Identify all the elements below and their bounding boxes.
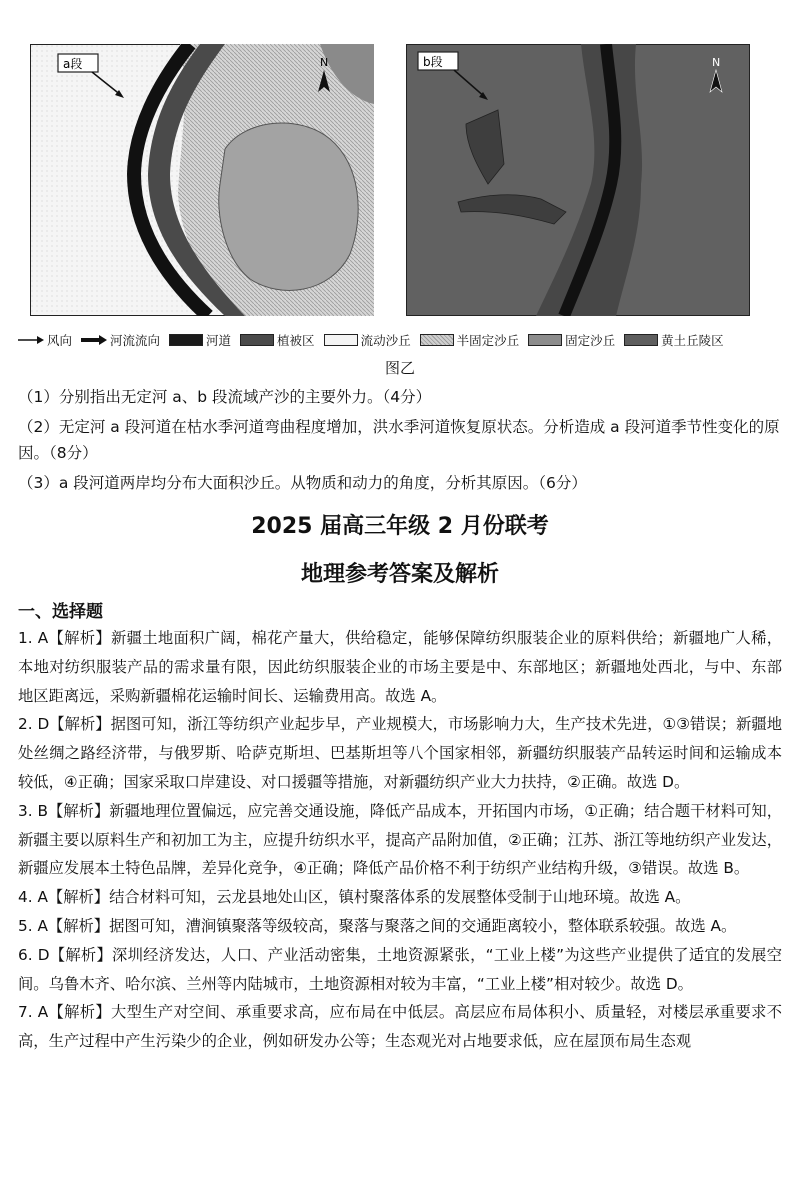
map-legend (18, 329, 758, 351)
loess-swatch (624, 334, 658, 346)
map-b-label: b段 (423, 55, 443, 69)
legend-loess: 黄土丘陵区 (624, 331, 724, 349)
wind-arrow-icon (18, 335, 44, 345)
mobile-dune-swatch (324, 334, 358, 346)
map-a (30, 44, 374, 316)
map-b (406, 44, 750, 316)
section-title: 一、选择题 (18, 602, 103, 622)
map-a-label: a段 (63, 57, 83, 71)
answer-list (18, 624, 782, 1056)
vegetation-swatch (240, 334, 274, 346)
legend-semi-fixed-dune: 半固定沙丘 (420, 331, 520, 349)
semi-fixed-dune-swatch (420, 334, 454, 346)
question-3: （3）a 段河道两岸均分布大面积沙丘。从物质和动力的角度，分析其原因。（6分） (18, 474, 587, 492)
answer-item: 4. A【解析】结合材料可知，云龙县地处山区，镇村聚落体系的发展整体受制于山地环境。故选 A。 (18, 888, 691, 907)
answer-title: 2025 届高三年级 2 月份联考 (251, 514, 549, 539)
question-2: （2）无定河 a 段河道在枯水季河道弯曲程度增加，洪水季河道恢复原状态。分析造成 a 段河道季节性变化的原因。（8分） (18, 418, 780, 462)
fixed-dune-swatch (528, 334, 562, 346)
answer-item: 1. A【解析】新疆土地面积广阔，棉花产量大，供给稳定，能够保障纺织服装企业的原料供给；新疆地广人稀，本地对纺织服装产品的需求量有限，因此纺织服装企业的市场主要是中、东部地区；新疆地处西北，与中、东部地区距离远，采购新疆棉花运输时间长、运输费用高。故选 A。 (18, 629, 782, 705)
fixed-dune-area (219, 123, 358, 290)
legend-river: 河道 (169, 331, 231, 349)
figure-maps (30, 44, 750, 316)
question-1: （1）分别指出无定河 a、b 段流域产沙的主要外力。（4分） (18, 388, 432, 406)
legend-flow: 河流流向 (81, 331, 160, 349)
north-label-a: N (320, 56, 329, 69)
answer-item: 7. A【解析】大型生产对空间、承重要求高，应布局在中低层。高层应布局体积小、质量轻，对楼层承重要求不高，生产过程中产生污染少的企业，例如研发办公等；生态观光对占地要求低，应在屋顶布局生态观 (18, 1003, 782, 1051)
north-label-b: N (712, 56, 721, 69)
answer-item: 3. B【解析】新疆地理位置偏远，应完善交通设施，降低产品成本，开拓国内市场，①正确；结合题干材料可知，新疆主要以原料生产和初加工为主，应提升纺织水平，提高产品附加值，②正确；江苏、浙江等地纺织产业发达，新疆应发展本土特色品牌，差异化竞争，④正确；降低产品价格不利于纺织产业结构升级，③错误。故选 B。 (18, 801, 782, 878)
answer-item: 2. D【解析】据图可知，浙江等纺织产业起步早，产业规模大，市场影响力大，生产技术先进，①③错误；新疆地处丝绸之路经济带，与俄罗斯、哈萨克斯坦、巴基斯坦等八个国家相邻，新疆纺织服装产品转运时间和运输成本较低，④正确；国家采取口岸建设、对口援疆等措施，对新疆纺织产业大力扶持，②正确。故选 D。 (18, 715, 782, 791)
figure-caption: 图乙 (384, 359, 415, 377)
legend-mobile-dune: 流动沙丘 (324, 331, 411, 349)
answer-subtitle: 地理参考答案及解析 (300, 562, 499, 587)
legend-fixed-dune: 固定沙丘 (528, 331, 615, 349)
answer-item: 5. A【解析】据图可知，漕涧镇聚落等级较高，聚落与聚落之间的交通距离较小，整体联系较强。故选 A。 (18, 916, 737, 935)
answer-item: 6. D【解析】深圳经济发达，人口、产业活动密集，土地资源紧张，“工业上楼”为这些产业提供了适宜的发展空间。乌鲁木齐、哈尔滨、兰州等内陆城市，土地资源相对较为丰富，“工业上楼”相对较少。故选 D。 (18, 945, 782, 993)
legend-vegetation: 植被区 (240, 331, 315, 349)
flow-arrow-icon (81, 335, 107, 345)
river-swatch (169, 334, 203, 346)
legend-wind: 风向 (18, 331, 72, 349)
